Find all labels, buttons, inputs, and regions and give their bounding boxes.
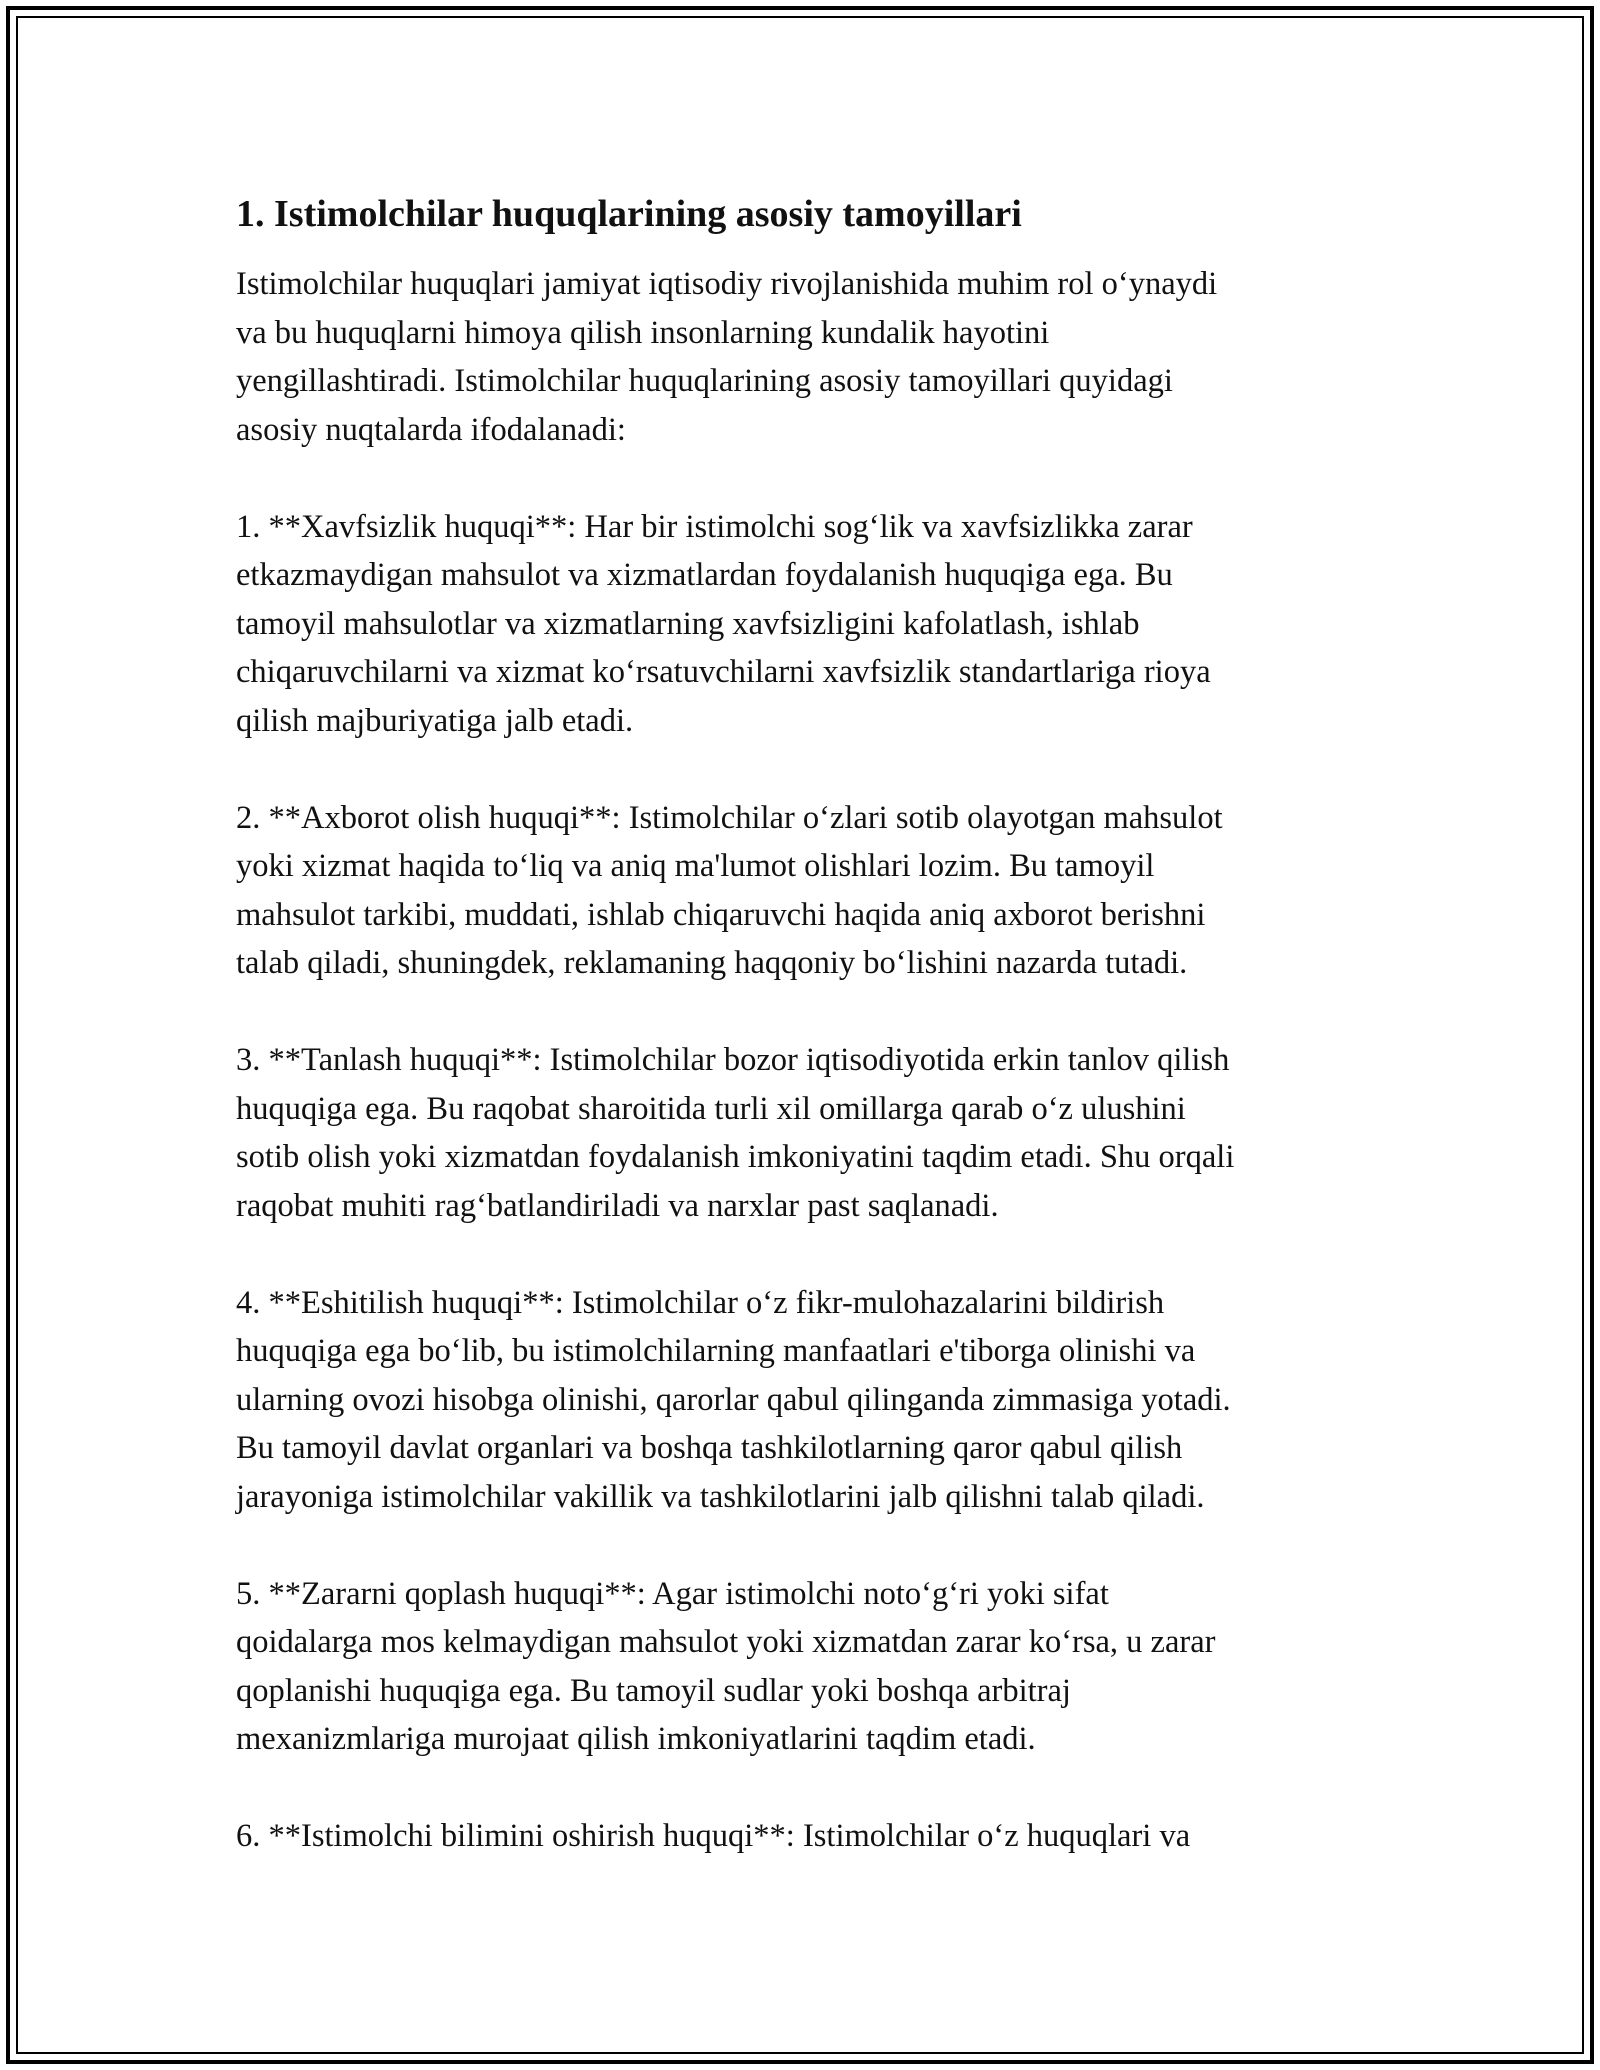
text-line: 5. **Zararni qoplash huquqi**: Agar istimolchi noto‘g‘ri yoki sifat: [236, 1575, 1109, 1612]
text-line: 6. **Istimolchi bilimini oshirish huquqi**: Istimolchilar o‘z huquqlari va: [236, 1818, 1191, 1854]
text-line: etkazmaydigan mahsulot va xizmatlardan foydalanish huquqiga ega. Bu: [236, 557, 1173, 593]
text-line: 2. **Axborot olish huquqi**: Istimolchilar o‘zlari sotib olayotgan mahsulot: [236, 799, 1223, 836]
principle-item-6: [236, 1812, 1386, 1861]
text-line: huquqiga ega. Bu raqobat sharoitida turli xil omillarga qarab o‘z ulushini: [236, 1090, 1186, 1127]
text-line: tamoyil mahsulotlar va xizmatlarning xavfsizligini kafolatlash, ishlab: [236, 605, 1140, 642]
text-line: sotib olish yoki xizmatdan foydalanish imkoniyatini taqdim etadi. Shu orqali: [236, 1139, 1235, 1175]
text-line: Bu tamoyil davlat organlari va boshqa tashkilotlarning qaror qabul qilish: [236, 1430, 1183, 1466]
intro-paragraph: [236, 260, 1386, 454]
text-line: 3. **Tanlash huquqi**: Istimolchilar bozor iqtisodiyotida erkin tanlov qilish: [236, 1042, 1230, 1078]
document-title: 1. Istimolchilar huquqlarining asosiy tamoyillari: [236, 193, 1022, 235]
text-line: ularning ovozi hisobga olinishi, qarorlar qabul qilinganda zimmasiga yotadi.: [236, 1381, 1231, 1418]
text-line: qoidalarga mos kelmaydigan mahsulot yoki xizmatdan zarar ko‘rsa, u zarar: [236, 1624, 1216, 1660]
text-line: qilish majburiyatiga jalb etadi.: [236, 702, 634, 739]
principle-item-3: [236, 1036, 1386, 1230]
text-line: asosiy nuqtalarda ifodalanadi:: [236, 411, 626, 448]
document-body: [236, 186, 1386, 1909]
text-line: Istimolchilar huquqlari jamiyat iqtisodiy rivojlanishida muhim rol o‘ynaydi: [236, 266, 1218, 302]
text-line: yengillashtiradi. Istimolchilar huquqlarining asosiy tamoyillari quyidagi: [236, 363, 1173, 399]
principle-item-5: [236, 1570, 1386, 1764]
text-line: talab qiladi, shuningdek, reklamaning haqqoniy bo‘lishini nazarda tutadi.: [236, 945, 1188, 981]
text-line: mexanizmlariga murojaat qilish imkoniyatlarini taqdim etadi.: [236, 1721, 1036, 1757]
text-line: 4. **Eshitilish huquqi**: Istimolchilar o‘z fikr-mulohazalarini bildirish: [236, 1284, 1165, 1321]
text-line: jarayoniga istimolchilar vakillik va tashkilotlarini jalb qilishni talab qiladi.: [236, 1478, 1205, 1515]
text-line: huquqiga ega bo‘lib, bu istimolchilarning manfaatlari e'tiborga olinishi va: [236, 1333, 1196, 1369]
principle-item-1: [236, 503, 1386, 746]
text-line: va bu huquqlarni himoya qilish insonlarning kundalik hayotini: [236, 314, 1050, 351]
text-line: raqobat muhiti rag‘batlandiriladi va narxlar past saqlanadi.: [236, 1187, 999, 1224]
text-line: yoki xizmat haqida to‘liq va aniq ma'lumot olishlari lozim. Bu tamoyil: [236, 848, 1155, 884]
principle-item-4: [236, 1279, 1386, 1522]
text-line: qoplanishi huquqiga ega. Bu tamoyil sudlar yoki boshqa arbitraj: [236, 1672, 1071, 1709]
text-line: chiqaruvchilarni va xizmat ko‘rsatuvchilarni xavfsizlik standartlariga rioya: [236, 654, 1211, 690]
text-line: 1. **Xavfsizlik huquqi**: Har bir istimolchi sog‘lik va xavfsizlikka zarar: [236, 508, 1193, 545]
principle-item-2: [236, 794, 1386, 988]
text-line: mahsulot tarkibi, muddati, ishlab chiqaruvchi haqida aniq axborot berishni: [236, 896, 1206, 933]
